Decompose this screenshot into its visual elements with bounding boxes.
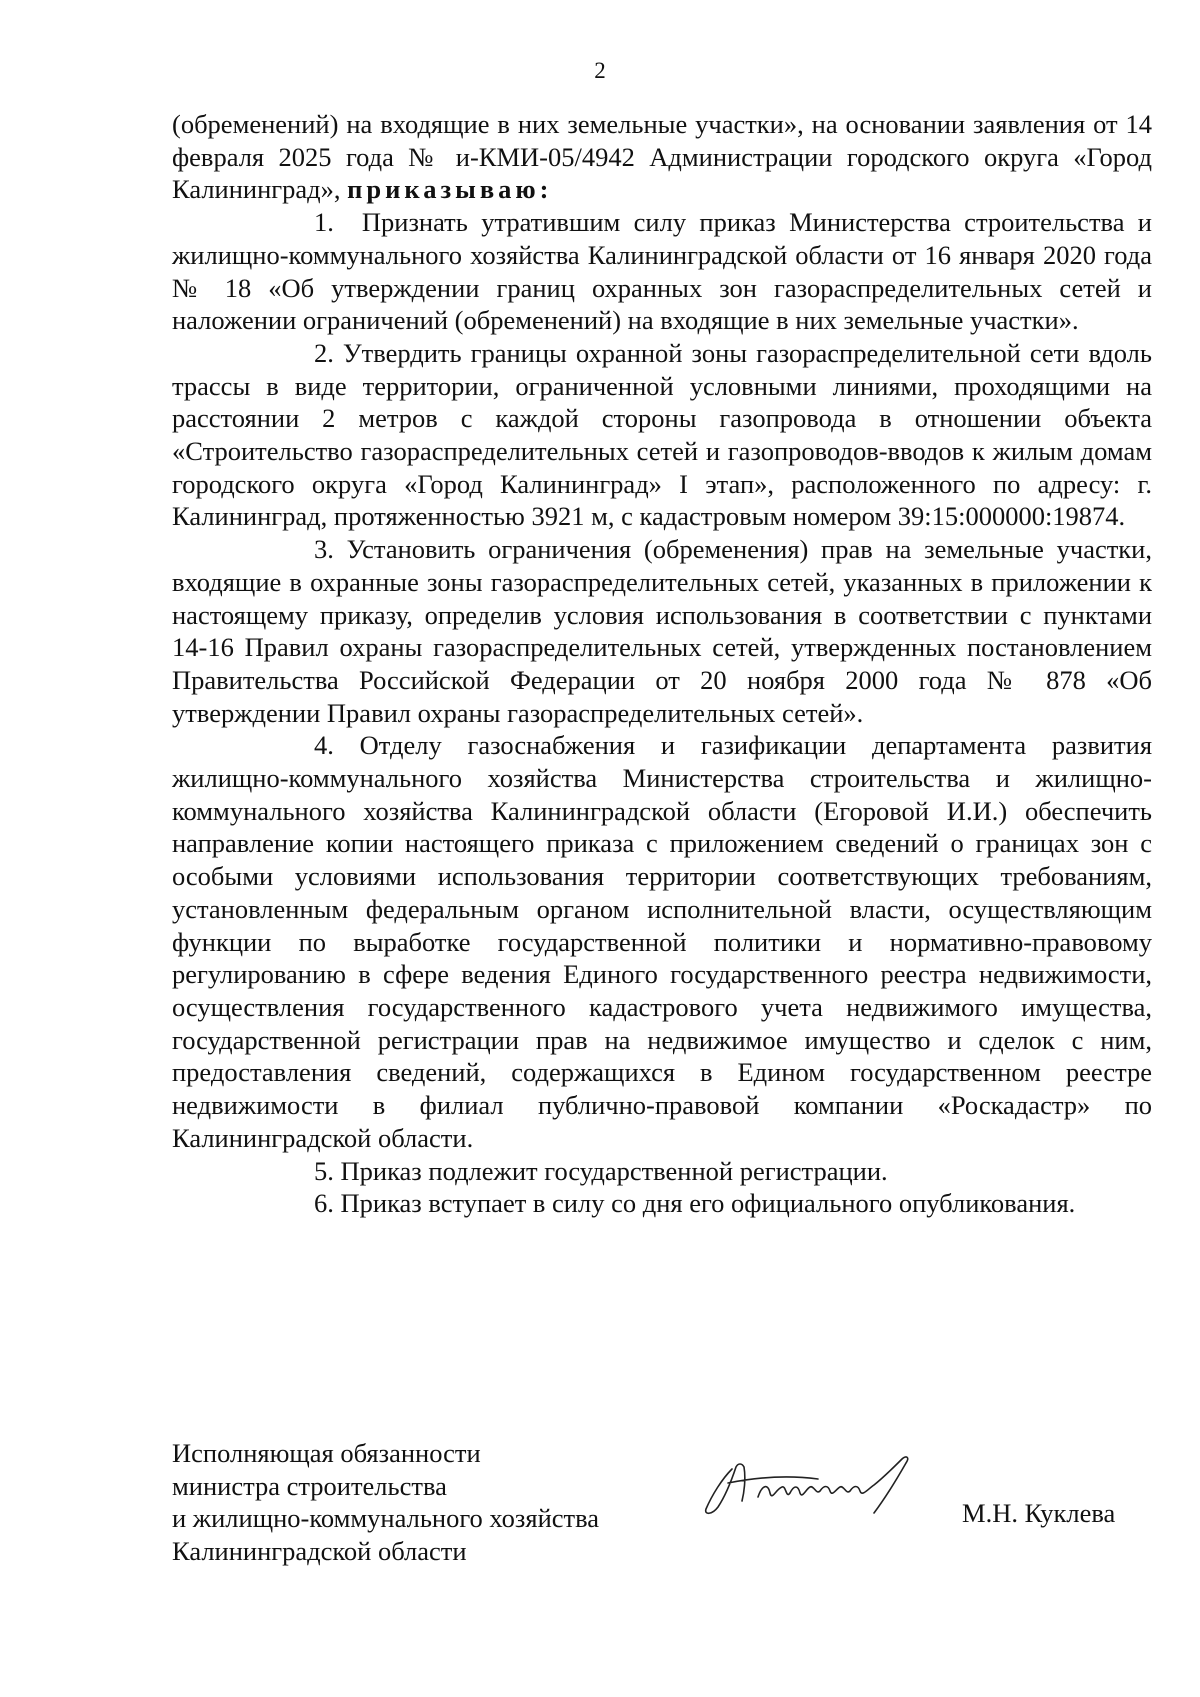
order-keyword: приказываю:	[347, 174, 553, 205]
item-text: Утвердить границы охранной зоны газораспределительной сети вдоль трассы в виде территории, ограниченной условными линиями, проходящими на расстоянии 2 метров с каждой стороны газопровода в отношении объекта «Строительство газораспределительных сетей и газопроводов-вводов к жилым домам городского округа «Город Калининград» I этап», расположенного по адресу: г. Калининград, протяженностью 3921 м, с кадастровым номером 39:15:000000:19874.	[172, 337, 1152, 532]
signer-name: М.Н. Куклева	[962, 1498, 1116, 1528]
signer-title-line: и жилищно-коммунального хозяйства	[172, 1503, 600, 1534]
item-text: Приказ вступает в силу со дня его официального опубликования.	[340, 1188, 1076, 1219]
item-6	[172, 1187, 1152, 1220]
item-text: Приказ подлежит государственной регистрации.	[340, 1155, 888, 1186]
intro-paragraph	[172, 108, 1152, 206]
item-5	[172, 1155, 1152, 1188]
item-4	[172, 729, 1152, 1154]
handwritten-signature-icon	[698, 1449, 928, 1521]
order-body	[172, 108, 1152, 1220]
item-text: Установить ограничения (обременения) прав на земельные участки, входящие в охранные зоны газораспределительных сетей, указанных в приложении к настоящему приказу, определив условия использования в соответствии с пунктами 14-16 Правил охраны газораспределительных сетей, утвержденных постановлением Правительства Российской Федерации от 20 ноября 2000 года № 878 «Об утверждении Правил охраны газораспределительных сетей».	[172, 534, 1152, 728]
intro-text: (обременений) на входящие в них земельные участки», на основании заявления от 14 февраля 2025 года № и-КМИ-05/4942 Администрации городского округа «Город Калининград»,	[172, 109, 1152, 205]
item-number: 1.	[314, 207, 334, 238]
item-1	[172, 206, 1152, 337]
page-number: 2	[594, 58, 606, 83]
item-number: 2.	[314, 337, 334, 368]
item-text: Отделу газоснабжения и газификации департамента развития жилищно-коммунального хозяйства Министерства строительства и жилищно-коммунального хозяйства Калининградской области (Егоровой И.И.) обеспечить направление копии настоящего приказа с приложением сведений о границах зон с особыми условиями использования территории соответствующих требованиям, установленным федеральным органом исполнительной власти, осуществляющим функции по выработке государственной политики и нормативно-правовому регулированию в сфере ведения Единого государственного реестра недвижимости, осуществления государственного кадастрового учета недвижимого имущества, государственной регистрации прав на недвижимое имущество и сделок с ним, предоставления сведений, содержащихся в Едином государственном реестре недвижимости в филиал публично-правовой компании «Роскадастр» по Калининградской области.	[172, 730, 1153, 1153]
item-3	[172, 533, 1152, 729]
signer-title-line: Исполняющая обязанности	[172, 1438, 481, 1468]
item-number: 4.	[314, 730, 334, 761]
signer-title	[172, 1437, 692, 1568]
item-2	[172, 337, 1152, 533]
item-number: 5.	[314, 1155, 334, 1186]
item-number: 3.	[314, 534, 334, 565]
signature-block	[172, 1437, 1152, 1577]
signer-title-line: министра строительства	[172, 1470, 447, 1501]
item-number: 6.	[314, 1188, 334, 1219]
signer-title-line: Калининградской области	[172, 1536, 467, 1567]
item-text: Признать утратившим силу приказ Министерства строительства и жилищно-коммунального хозяйства Калининградской области от 16 января 2020 года № 18 «Об утверждении границ охранных зон газораспределительных сетей и наложении ограничений (обременений) на входящие в них земельные участки».	[172, 207, 1152, 336]
